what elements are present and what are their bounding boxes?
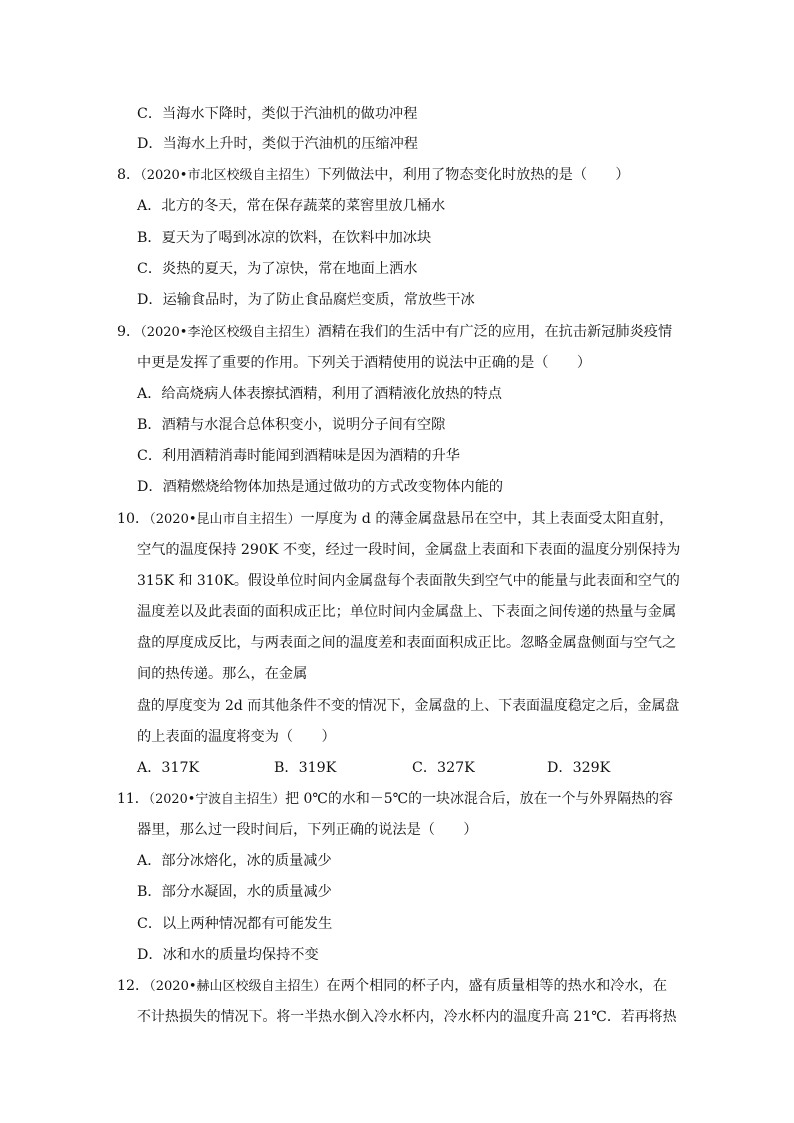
q8-stem-line [117,165,630,186]
q11-option-a: A．部分冰熔化，冰的质量减少 [137,853,332,869]
q8-option-d: D．运输食品时，为了防止食品腐烂变质，常放些干冰 [137,292,475,308]
q10-stem-line-4: 温度差以及此表面的面积成正比；单位时间内金属盘上、下表面之间传递的热量与金属 [137,604,677,620]
q9-option-c: C．利用酒精消毒时能闻到酒精味是因为酒精的升华 [137,448,460,464]
q11-stem-line-1 [117,789,673,810]
q12-number: 12． [117,978,150,994]
q8-option-b: B．夏天为了喝到冰凉的饮料，在饮料中加冰块 [137,230,432,246]
q10-stem-line-3: 315K 和 310K。假设单位时间内金属盘每个表面散失到空气中的能量与此表面和空气的 [137,573,680,589]
q12-stem-line-2: 不计热损失的情况下。将一半热水倒入冷水杯内，冷水杯内的温度升高 21℃．若再将热 [137,1009,677,1025]
q11-option-d: D．冰和水的质量均保持不变 [137,947,319,963]
q10-option-d: D．329K [547,760,611,776]
q8-source: （2020•市北区校级自主招生） [140,168,318,183]
q9-source: （2020•李沧区校级自主招生） [140,325,318,340]
q7-option-c: C．当海水下降时，类似于汽油机的做功冲程 [137,106,418,122]
q12-stem-line-1 [117,976,667,997]
q8-option-a: A．北方的冬天，常在保存蔬菜的菜窖里放几桶水 [137,198,446,214]
q8-number: 8． [117,167,141,183]
q10-stem-line-7: 盘的厚度变为 2d 而其他条件不变的情况下，金属盘的上、下表面温度稳定之后，金属盘 [137,698,680,714]
q10-option-b: B．319K [274,760,337,776]
q10-stem-line-8: 的上表面的温度将变为（ ） [137,729,336,745]
q9-option-b: B．酒精与水混合总体积变小，说明分子间有空隙 [137,417,446,433]
q12-stem-1: 在两个相同的杯子内，盛有质量相等的热水和冷水，在 [326,978,668,994]
q11-stem-1: 把 0℃的水和－5℃的一块冰混合后，放在一个与外界隔热的容 [285,791,673,807]
q8-option-c: C．炎热的夏天，为了凉快，常在地面上洒水 [137,261,418,277]
q9-stem-line-1 [117,322,672,343]
q11-option-b: B．部分水凝固，水的质量减少 [137,884,332,900]
q11-source: （2020•宁波自主招生） [148,792,286,807]
q9-option-a: A．给高烧病人体表擦拭酒精，利用了酒精液化放热的特点 [137,386,502,402]
q10-source: （2020•昆山市自主招生） [149,512,301,527]
q7-option-d: D．当海水上升时，类似于汽油机的压缩冲程 [137,136,418,152]
q11-number: 11． [117,791,149,807]
q12-source: （2020•赫山区校级自主招生） [149,979,327,994]
q10-option-a: A．317K [137,760,200,776]
q11-stem-line-2: 器里，那么过一段时间后，下列正确的说法是（ ） [137,822,478,838]
q10-stem-line-6: 间的热传递。那么，在金属 [137,666,308,682]
q10-number: 10． [117,511,150,527]
q8-stem: 下列做法中，利用了物态变化时放热的是（ ） [317,167,630,183]
q10-stem-1: 一厚度为 d 的薄金属盘悬吊在空中，其上表面受太阳直射， [300,511,674,527]
q10-stem-line-2: 空气的温度保持 290K 不变，经过一段时间，金属盘上表面和下表面的温度分别保持为 [137,542,681,558]
q10-stem-line-5: 盘的厚度成反比，与两表面之间的温度差和表面面积成正比。忽略金属盘侧面与空气之 [137,635,677,651]
q11-option-c: C．以上两种情况都有可能发生 [137,916,333,932]
q10-stem-line-1 [117,509,673,530]
q9-option-d: D．酒精燃烧给物体加热是通过做功的方式改变物体内能的 [137,479,504,495]
q9-stem-line-2: 中更是发挥了重要的作用。下列关于酒精使用的说法中正确的是（ ） [137,355,592,371]
q10-option-c: C．327K [412,760,475,776]
q9-number: 9． [117,324,141,340]
q9-stem-1: 酒精在我们的生活中有广泛的应用，在抗击新冠肺炎疫情 [317,324,673,340]
